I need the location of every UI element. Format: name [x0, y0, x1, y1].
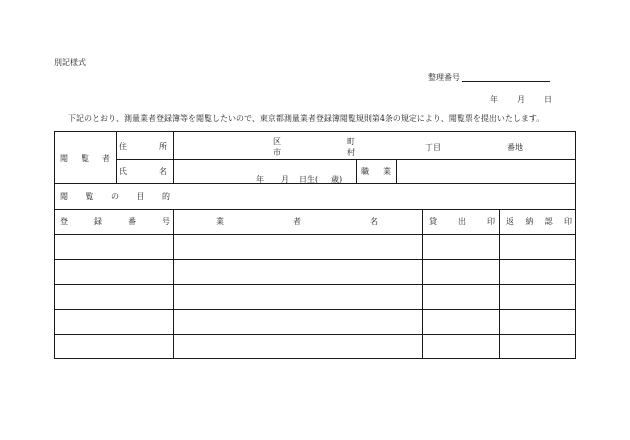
- town-label: 町: [347, 137, 355, 146]
- serial-number-field: [428, 73, 550, 82]
- village-label: 村: [347, 148, 355, 157]
- name-label-char: 名: [159, 167, 167, 176]
- address-label-char: 住: [119, 142, 127, 151]
- row-divider: [55, 309, 576, 310]
- date-year: 年: [490, 95, 498, 104]
- date-line: [490, 96, 552, 104]
- header-char: 印: [563, 217, 572, 226]
- purpose-label-char: 的: [162, 192, 170, 201]
- row-divider-purpose-header: [55, 209, 576, 210]
- header-char: 号: [162, 217, 170, 226]
- col-divider-company: [422, 209, 423, 359]
- row-divider: [55, 334, 576, 335]
- date-day: 日: [544, 95, 552, 104]
- occupation-label-char: 職: [361, 167, 369, 176]
- header-char: 番: [128, 217, 136, 226]
- header-registration-number: [60, 217, 170, 226]
- header-company-name: [216, 217, 378, 226]
- purpose-label-char: 目: [136, 192, 145, 201]
- applicant-label-char: 閲: [60, 154, 68, 163]
- city-label: 市: [273, 148, 281, 157]
- col-divider-lend: [499, 209, 500, 359]
- purpose-label-char: 覧: [85, 192, 94, 201]
- form-label: 別記様式: [54, 58, 86, 67]
- col-divider-occupation-start: [356, 159, 357, 183]
- purpose-label-char: 閲: [60, 192, 68, 201]
- occupation-label: [361, 167, 391, 176]
- col-divider-label: [173, 132, 174, 183]
- name-label: [119, 167, 167, 176]
- header-char: 返: [506, 217, 514, 226]
- row-divider-address-name: [116, 159, 576, 160]
- address-label: [119, 142, 167, 151]
- col-divider-occupation-end: [396, 159, 397, 183]
- birth-day: 日生(: [299, 175, 319, 184]
- col-divider-applicant: [116, 132, 117, 183]
- serial-number-label: 整理番号: [428, 73, 460, 82]
- header-char: 者: [293, 217, 301, 226]
- birth-month: 月: [281, 175, 289, 184]
- applicant-label-char: 覧: [81, 154, 89, 163]
- header-char: 録: [94, 217, 102, 226]
- serial-number-blank: [462, 73, 550, 82]
- applicant-label-char: 者: [102, 154, 110, 163]
- row-divider: [55, 234, 576, 235]
- birth-year: 年: [256, 175, 264, 184]
- header-char: 名: [370, 217, 378, 226]
- col-divider-regno: [173, 209, 174, 359]
- purpose-label: [60, 192, 170, 201]
- ward-label: 区: [273, 137, 281, 146]
- chome-label: 丁目: [425, 143, 441, 152]
- application-form-table: [54, 131, 576, 359]
- row-divider: [55, 259, 576, 260]
- address-label-char: 所: [159, 142, 167, 151]
- age-label: 歳): [331, 175, 343, 184]
- applicant-label: [60, 154, 110, 163]
- header-char: 印: [487, 217, 495, 226]
- header-char: 登: [60, 217, 68, 226]
- date-month: 月: [517, 95, 525, 104]
- header-char: 貸: [429, 217, 437, 226]
- body-text: 下記のとおり、測量業者登録簿等を閲覧したいので、東京都測量業者登録簿閲覧規則第4条の規定により、閲覧票を提出いたします。: [68, 114, 545, 123]
- purpose-label-char: の: [111, 192, 119, 201]
- header-return-seal: [506, 217, 572, 226]
- occupation-label-char: 業: [383, 167, 391, 176]
- name-label-char: 氏: [119, 167, 127, 176]
- header-char: 業: [216, 217, 224, 226]
- header-char: 認: [544, 217, 553, 226]
- header-lend-seal: [429, 217, 495, 226]
- header-char: 納: [525, 217, 534, 226]
- header-char: 出: [458, 217, 466, 226]
- row-divider: [55, 284, 576, 285]
- banchi-label: 番地: [507, 143, 523, 152]
